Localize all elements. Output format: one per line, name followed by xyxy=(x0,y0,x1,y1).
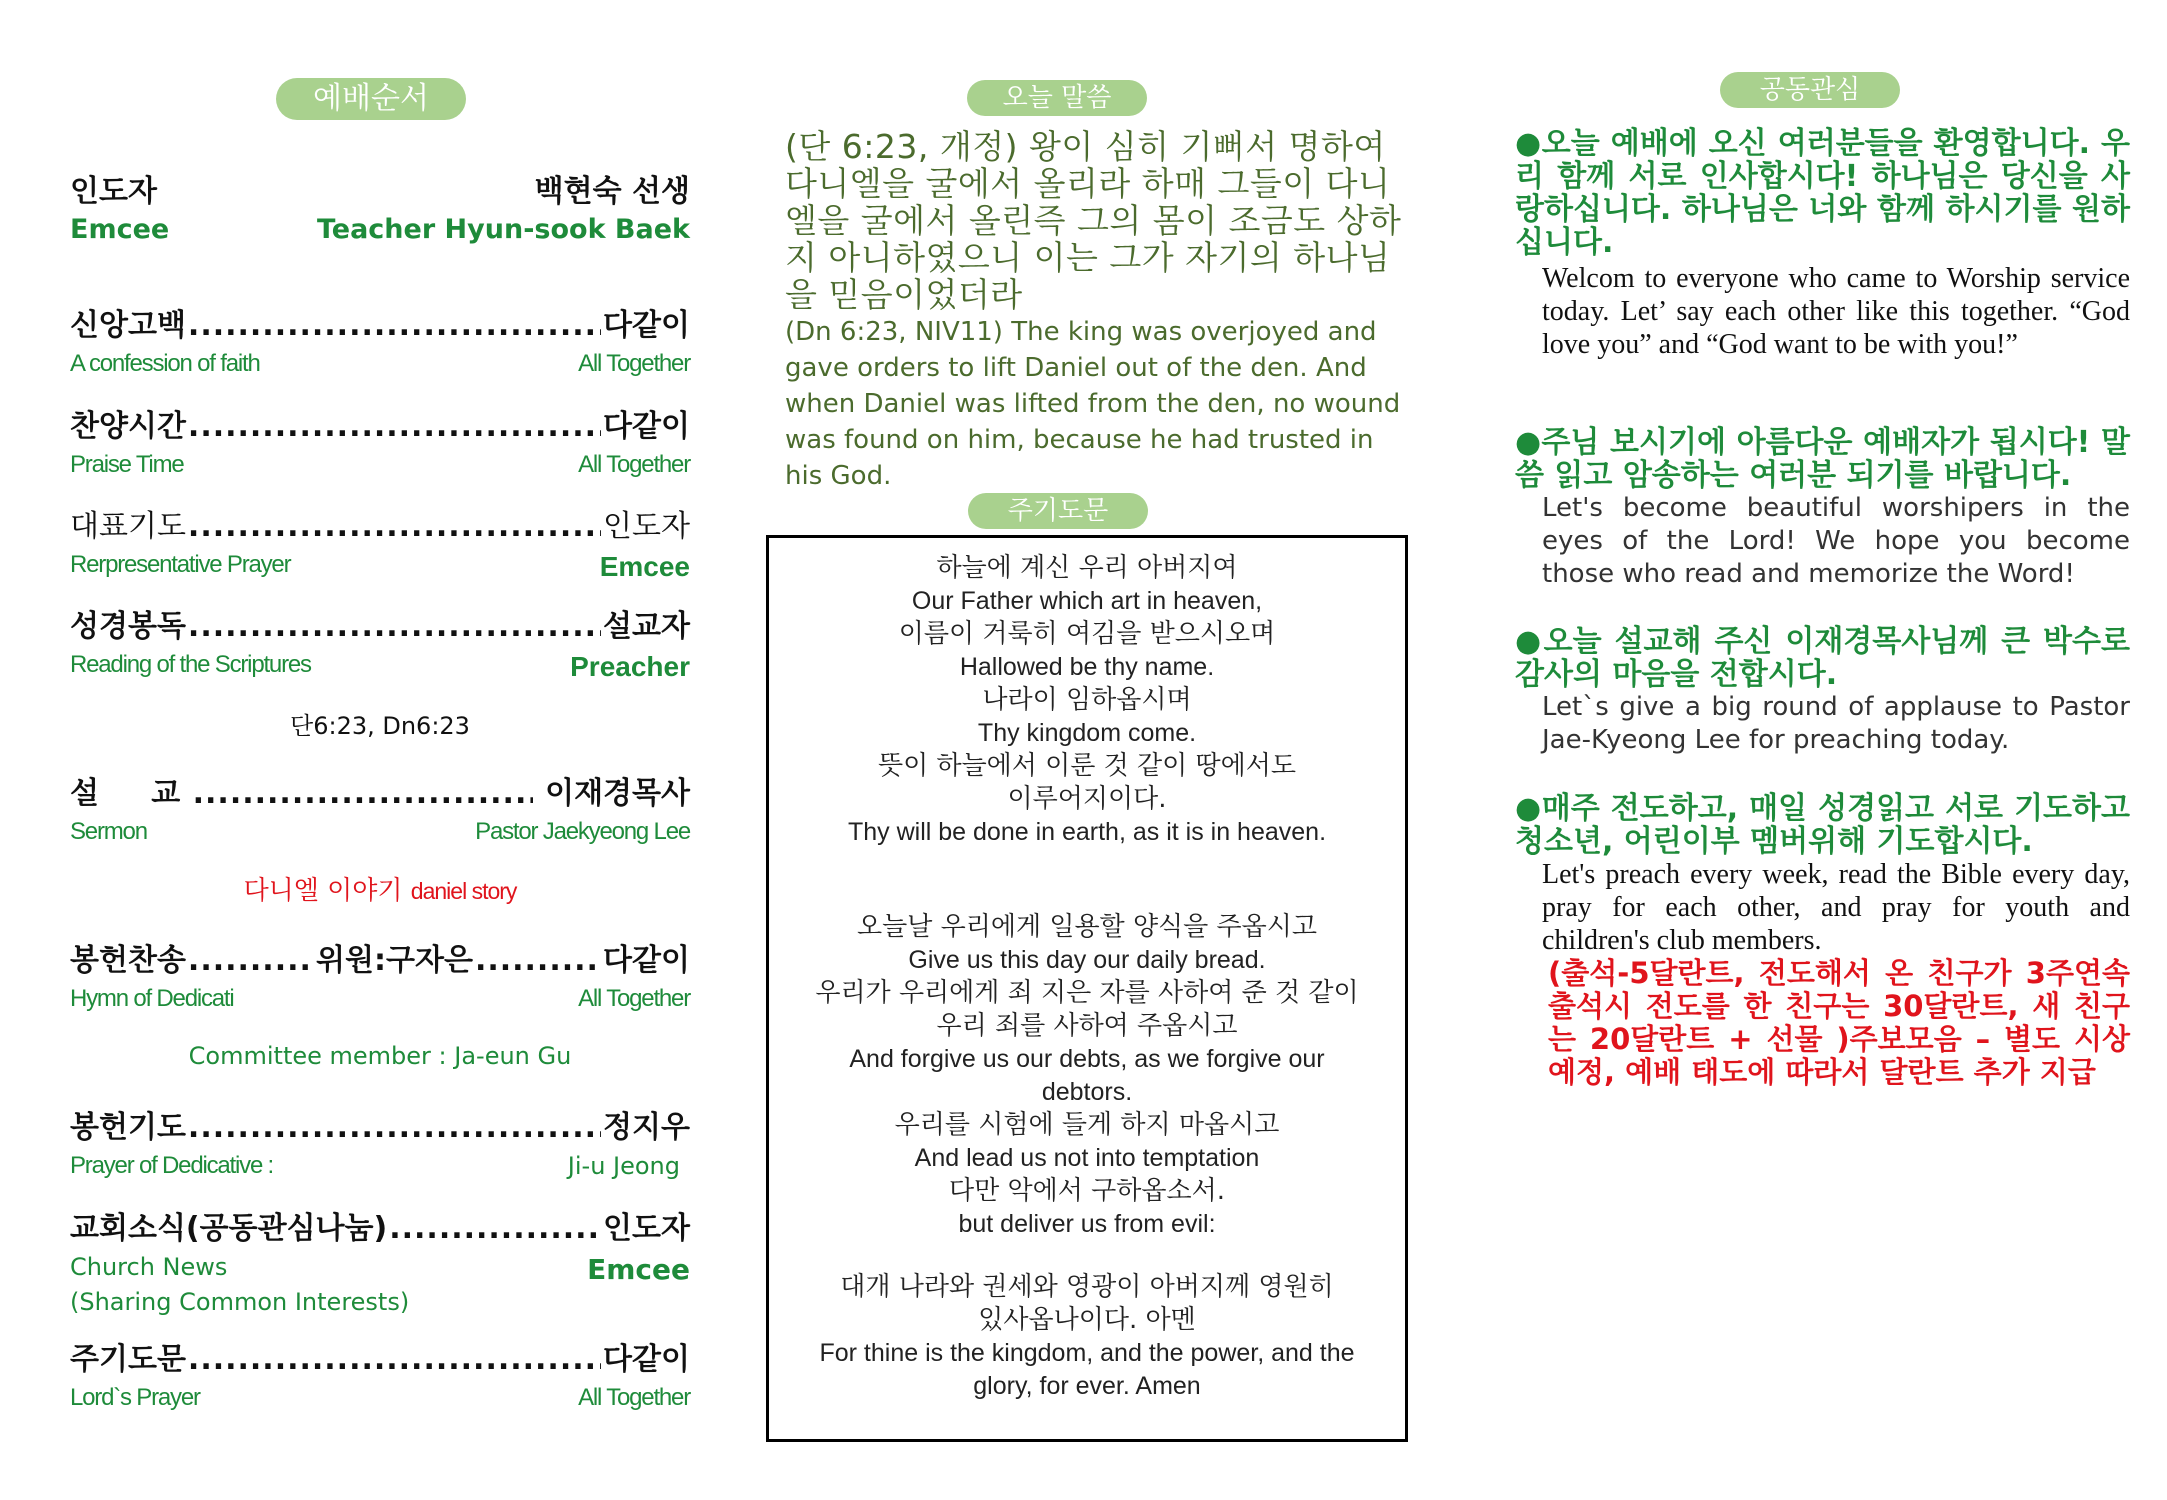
item-label: 주기도문 xyxy=(70,1342,186,1377)
item-label-en: Praise Time xyxy=(70,451,184,478)
item-label-en-2: (Sharing Common Interests) xyxy=(70,1288,410,1316)
prayer-line: Our Father which art in heaven, xyxy=(911,587,1263,615)
item-person: 설교자 xyxy=(603,609,690,644)
item-person-en: Pastor Jaekyeong Lee xyxy=(475,818,690,845)
prayer-line: debtors. xyxy=(1041,1078,1133,1106)
prayer-line: Thy kingdom come. xyxy=(977,719,1197,747)
prayer-line: glory, for ever. Amen xyxy=(973,1372,1201,1400)
notice-body: Let's become beautiful worshipers in the eyes of the Lord! We hope you become those who read and memorize the Word! xyxy=(1542,493,2130,589)
notice-thanks-pastor xyxy=(1515,625,2130,757)
reading-reference: 단6:23, Dn6:23 xyxy=(290,712,470,740)
todays-word-header: 오늘 말씀 xyxy=(967,80,1147,116)
item-person-en: All Together xyxy=(578,985,690,1012)
item-label-en: Church News xyxy=(70,1253,228,1281)
prayer-line: 있사옵나이다. 아멘 xyxy=(978,1305,1196,1335)
prayer-line: 오늘날 우리에게 일용할 양식을 주옵시고 xyxy=(856,912,1318,942)
leader-row xyxy=(70,166,690,245)
notice-heading: ●매주 전도하고, 매일 성경읽고 서로 기도하고 청소년, 어린이부 멤버위해 기도합시다. xyxy=(1515,791,2130,859)
notice-body: Welcom to everyone who came to Worship service today. Let’ say each other like this together. “God love you” and “God want to be with you!” xyxy=(1542,263,2130,360)
prayer-line: Give us this day our daily bread. xyxy=(908,946,1266,974)
item-person: 이재경목사 xyxy=(534,776,690,811)
lords-prayer-header: 주기도문 xyxy=(968,493,1148,529)
prayer-line: 대개 나라와 권세와 영광이 아버지께 영원히 xyxy=(840,1272,1334,1302)
worship-item-offering-prayer xyxy=(70,1102,690,1180)
prayer-line: 다만 악에서 구하옵소서. xyxy=(949,1176,1225,1206)
prayer-line: 우리를 시험에 들게 하지 마옵시고 xyxy=(894,1110,1280,1140)
scripture-english: (Dn 6:23, NIV11) The king was overjoyed and gave orders to lift Daniel out of the den. And when Daniel was lifted from the den, no wound was found on him, because he had trusted in his God. xyxy=(785,317,1401,491)
item-person: 인도자 xyxy=(603,1211,690,1246)
item-person-en: All Together xyxy=(578,451,690,478)
notice-worshipers xyxy=(1515,426,2130,591)
prayer-line: 하늘에 계신 우리 아버지여 xyxy=(936,553,1238,583)
item-label: 설 교 xyxy=(70,776,191,811)
notice-welcome xyxy=(1515,127,2130,361)
notice-heading: ●오늘 설교해 주신 이재경목사님께 큰 박수로 감사의 마음을 전합시다. xyxy=(1515,624,2130,692)
item-label-en: Hymn of Dedicati xyxy=(70,985,234,1012)
item-label-en: Rerpresentative Prayer xyxy=(70,551,291,578)
notice-heading: ●주님 보시기에 아름다운 예배자가 됩시다! 말씀 읽고 암송하는 여러분 되기를 바랍니다. xyxy=(1515,425,2130,493)
prayer-line: 우리 죄를 사하여 주옵시고 xyxy=(936,1011,1238,1041)
item-person: 다같이 xyxy=(603,308,690,343)
sermon-title-en: daniel story xyxy=(410,878,517,904)
item-label: 봉헌기도 xyxy=(70,1110,186,1145)
prayer-line: 우리가 우리에게 죄 지은 자를 사하여 준 것 같이 xyxy=(815,978,1359,1008)
item-person: 다같이 xyxy=(603,943,690,978)
lords-prayer-text xyxy=(770,552,1404,1403)
leader-name: 백현숙 선생 xyxy=(534,174,690,209)
item-label: 찬양시간 xyxy=(70,409,186,444)
worship-item-offering-hymn xyxy=(70,935,690,1013)
prayer-line: And forgive us our debts, as we forgive our xyxy=(849,1045,1325,1073)
item-person: 정지우 xyxy=(603,1110,690,1145)
prayer-line: but deliver us from evil: xyxy=(958,1210,1216,1238)
item-person-en: Emcee xyxy=(599,551,690,582)
notice-body: Let's preach every week, read the Bible every day, pray for each other, and pray for youth and children's club members. xyxy=(1542,859,2130,956)
prayer-line: 이루어지이다. xyxy=(1007,784,1167,814)
worship-item-sermon xyxy=(70,768,690,846)
worship-item-reading xyxy=(70,601,690,683)
committee-member: Committee member : Ja-eun Gu xyxy=(188,1042,572,1070)
leader-label-en: Emcee xyxy=(70,214,170,245)
notice-body: Let`s give a big round of applause to Pastor Jae-Kyeong Lee for preaching today. xyxy=(1542,692,2130,755)
scripture-korean: (단 6:23, 개정) 왕이 심히 기뻐서 명하여 다니엘을 굴에서 올리라 하매 그들이 다니엘을 굴에서 올린즉 그의 몸이 조금도 상하지 아니하였으니 이는 그가 자기의 하나님을 믿음이었더라 xyxy=(785,127,1402,314)
item-person-en: All Together xyxy=(578,1384,690,1411)
item-person-en: All Together xyxy=(578,350,690,377)
item-label-en: Sermon xyxy=(70,818,147,845)
worship-item-prayer xyxy=(70,501,690,583)
item-label-en: Prayer of Dedicative : xyxy=(70,1152,274,1179)
prayer-line: 이름이 거룩히 여김을 받으시오며 xyxy=(898,619,1276,649)
item-person: 인도자 xyxy=(603,509,690,544)
talent-reward-note: (출석-5달란트, 전도해서 온 친구가 3주연속 출석시 전도를 한 친구는 30달란트, 새 친구는 20달란트 + 선물 )주보모음 – 별도 시상 예정, 예배 태도에 따라서 달란트 추가 지급 xyxy=(1548,956,2130,1089)
sermon-title-ko: 다니엘 이야기 xyxy=(243,876,411,906)
leader-name-en: Teacher Hyun-sook Baek xyxy=(316,214,690,245)
prayer-line: For thine is the kingdom, and the power, and the xyxy=(819,1339,1355,1367)
item-label: 대표기도 xyxy=(70,509,186,544)
prayer-line: 뜻이 하늘에서 이룬 것 같이 땅에서도 xyxy=(877,751,1297,781)
item-label: 교회소식(공동관심나눔) xyxy=(70,1211,388,1246)
item-label-en: A confession of faith xyxy=(70,350,260,377)
prayer-line: And lead us not into temptation xyxy=(914,1144,1260,1172)
worship-item-church-news xyxy=(70,1203,690,1316)
prayer-line: Hallowed be thy name. xyxy=(959,653,1215,681)
item-label: 봉헌찬송 xyxy=(70,943,186,978)
item-label: 성경봉독 xyxy=(70,609,186,644)
item-person-en: Preacher xyxy=(570,651,690,682)
item-committee: 위원:구자은 xyxy=(316,943,473,978)
order-of-worship-header: 예배순서 xyxy=(276,78,466,120)
item-label-en: Lord`s Prayer xyxy=(70,1384,200,1411)
item-person-en: Ji-u Jeong xyxy=(567,1152,680,1180)
prayer-line: Thy will be done in earth, as it is in heaven. xyxy=(847,818,1327,846)
item-label: 신앙고백 xyxy=(70,308,186,343)
leader-label: 인도자 xyxy=(70,174,157,209)
item-label-en: Reading of the Scriptures xyxy=(70,651,311,678)
worship-item-praise xyxy=(70,401,690,479)
notice-heading: ●오늘 예배에 오신 여러분들을 환영합니다. 우리 함께 서로 인사합시다! 하나님은 당신을 사랑하십니다. 하나님은 너와 함께 하시기를 원하십니다. xyxy=(1515,126,2130,260)
worship-item-lords-prayer xyxy=(70,1334,690,1412)
item-person: 다같이 xyxy=(603,409,690,444)
prayer-line: 나라이 임하옵시며 xyxy=(982,685,1192,715)
item-person: 다같이 xyxy=(603,1342,690,1377)
common-interests-header: 공동관심 xyxy=(1720,72,1900,108)
notice-evangelism xyxy=(1515,792,2130,1089)
item-person-en: Emcee xyxy=(587,1253,690,1286)
worship-item-confession xyxy=(70,300,690,378)
sermon-title xyxy=(70,870,690,907)
